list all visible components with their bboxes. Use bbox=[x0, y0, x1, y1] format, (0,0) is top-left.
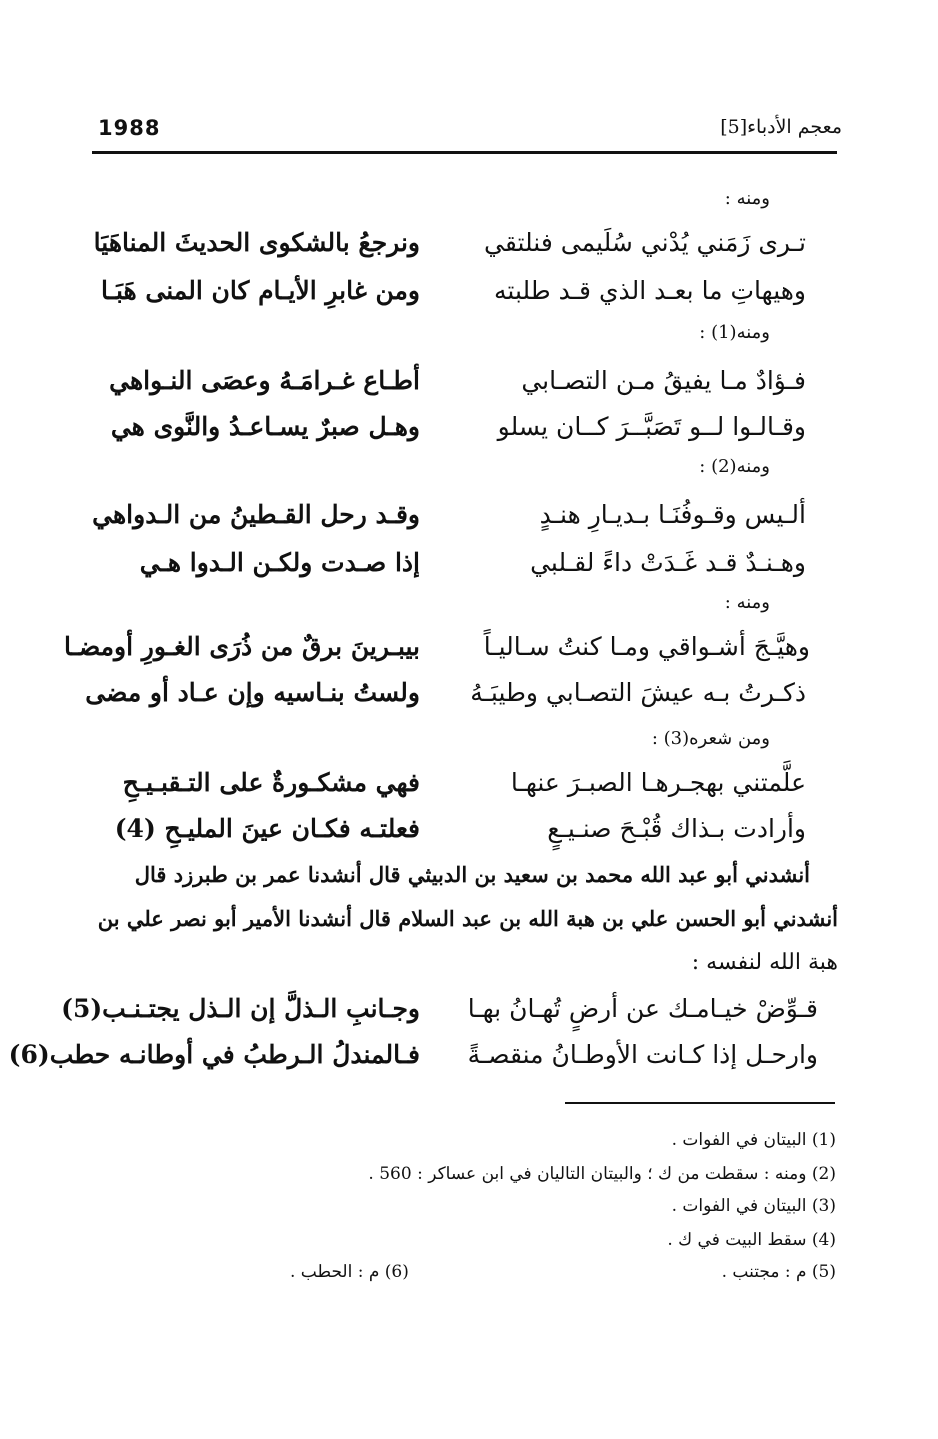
verse-hemistich-second: أطـاع غـرامَـهُ وعصَى النـواهي bbox=[109, 366, 420, 395]
verse-hemistich-first: علَّمتني بهجـرهـا الصبـرَ عنهـا bbox=[510, 768, 806, 797]
footnote: (3) البيتان في الفوات . bbox=[671, 1196, 836, 1216]
footnote: (6) م : الحطب . bbox=[290, 1262, 409, 1282]
verse-hemistich-second: وقـد رحل القـطينُ من الـدواهي bbox=[92, 500, 420, 529]
verse-hemistich-first: تـرى زَمَني يُدْني سُلَيمى فنلتقي bbox=[483, 228, 806, 257]
verse-hemistich-second: ونرجعُ بالشكوى الحديثَ المناهَيَا bbox=[93, 228, 420, 257]
verse-line bbox=[80, 768, 840, 808]
prose-line: هبة الله لنفسه : bbox=[691, 950, 838, 975]
footnote-rule bbox=[565, 1102, 835, 1104]
verse-line bbox=[80, 276, 840, 316]
prose-line: أنشدني أبو عبد الله محمد بن سعيد بن الدبيثي قال أنشدنا عمر بن طبرزد قال bbox=[134, 862, 810, 887]
verse-hemistich-second: ولستُ بنـاسيه وإن عـاد أو مضى bbox=[85, 678, 420, 707]
verse-line bbox=[80, 366, 840, 406]
verse-hemistich-second: إذا صـدت ولكـن الـدوا هـي bbox=[139, 548, 420, 577]
verse-hemistich-second: وهـل صبرٌ يسـاعـدُ والنَّوى هي bbox=[110, 412, 420, 441]
footnote: (2) ومنه : سقطت من ك ؛ والبيتان التاليان في ابن عساكر : 560 . bbox=[368, 1164, 836, 1184]
verse-hemistich-second: فـالمندلُ الـرطبُ في أوطانـه حطب(6) bbox=[8, 1040, 420, 1069]
verse-line bbox=[80, 500, 840, 540]
verse-line bbox=[80, 548, 840, 588]
verse-hemistich-second: بيبـرينَ برقٌ من ذُرَى الغـورِ أومضـا bbox=[64, 632, 420, 661]
verse-line bbox=[80, 228, 840, 268]
verse-hemistich-first: ألـيس وقـوفُنَـا بـديـارِ هنـدٍ bbox=[539, 500, 806, 529]
header-rule bbox=[92, 151, 837, 154]
verse-line bbox=[80, 412, 840, 452]
verse-hemistich-first: وقـالـوا لــو تَصَبَّــرَ كــان يسلو bbox=[497, 412, 806, 441]
verse-hemistich-first: فـؤادٌ مـا يفيقُ مـن التصـابي bbox=[521, 366, 806, 395]
verse-hemistich-second: فهي مشكـورةٌ على التـقبـيـحِ bbox=[122, 768, 420, 797]
footnote: (1) البيتان في الفوات . bbox=[671, 1130, 836, 1150]
running-head: معجم الأدباء[5] bbox=[720, 116, 842, 138]
verse-hemistich-second: ومن غابرِ الأيـام كان المنى هَبَـا bbox=[101, 276, 420, 305]
page-number: 1988 bbox=[98, 116, 161, 140]
verse-line bbox=[8, 1040, 840, 1080]
footnote: (5) م : مجتنب . bbox=[721, 1262, 836, 1282]
verse-hemistich-first: وهيهاتِ ما بعـد الذي قـد طلبته bbox=[494, 276, 806, 305]
verse-line bbox=[80, 814, 840, 854]
intro-line: ومن شعره(3) : bbox=[651, 728, 770, 749]
verse-hemistich-first: قـوِّضْ خيـامـك عن أرضٍ تُهـانُ بهـا bbox=[467, 994, 818, 1023]
intro-line: ومنه : bbox=[724, 188, 770, 209]
verse-line bbox=[80, 678, 840, 718]
verse-hemistich-second: فعلتـه فكـان عينَ المليـحِ (4) bbox=[114, 814, 420, 843]
verse-hemistich-first: وارحـل إذا كـانت الأوطـانُ منقصـةً bbox=[467, 1040, 818, 1069]
intro-line: ومنه(2) : bbox=[699, 456, 770, 477]
prose-line: أنشدني أبو الحسن علي بن هبة الله بن عبد السلام قال أنشدنا الأمير أبو نصر علي بن bbox=[97, 906, 838, 931]
footnote: (4) سقط البيت في ك . bbox=[667, 1230, 836, 1250]
verse-line bbox=[61, 994, 840, 1034]
verse-hemistich-first: ذكـرتُ بـه عيشَ التصـابي وطيبَـهُ bbox=[470, 678, 806, 707]
verse-hemistich-first: وأرادت بـذاك قُبْـحَ صنـيـعٍ bbox=[547, 814, 806, 843]
page-header bbox=[92, 112, 842, 150]
verse-hemistich-first: وهـنـدٌ قـد غَـدَتْ داءً لقـلبي bbox=[530, 548, 806, 577]
verse-line bbox=[64, 632, 840, 672]
intro-line: ومنه : bbox=[724, 592, 770, 613]
intro-line: ومنه(1) : bbox=[699, 322, 770, 343]
verse-hemistich-second: وجـانبِ الـذلَّ إن الـذل يجتـنـب(5) bbox=[61, 994, 420, 1023]
verse-hemistich-first: وهيَّـجَ أشـواقي ومـا كنتُ سـاليـاً bbox=[483, 632, 810, 661]
